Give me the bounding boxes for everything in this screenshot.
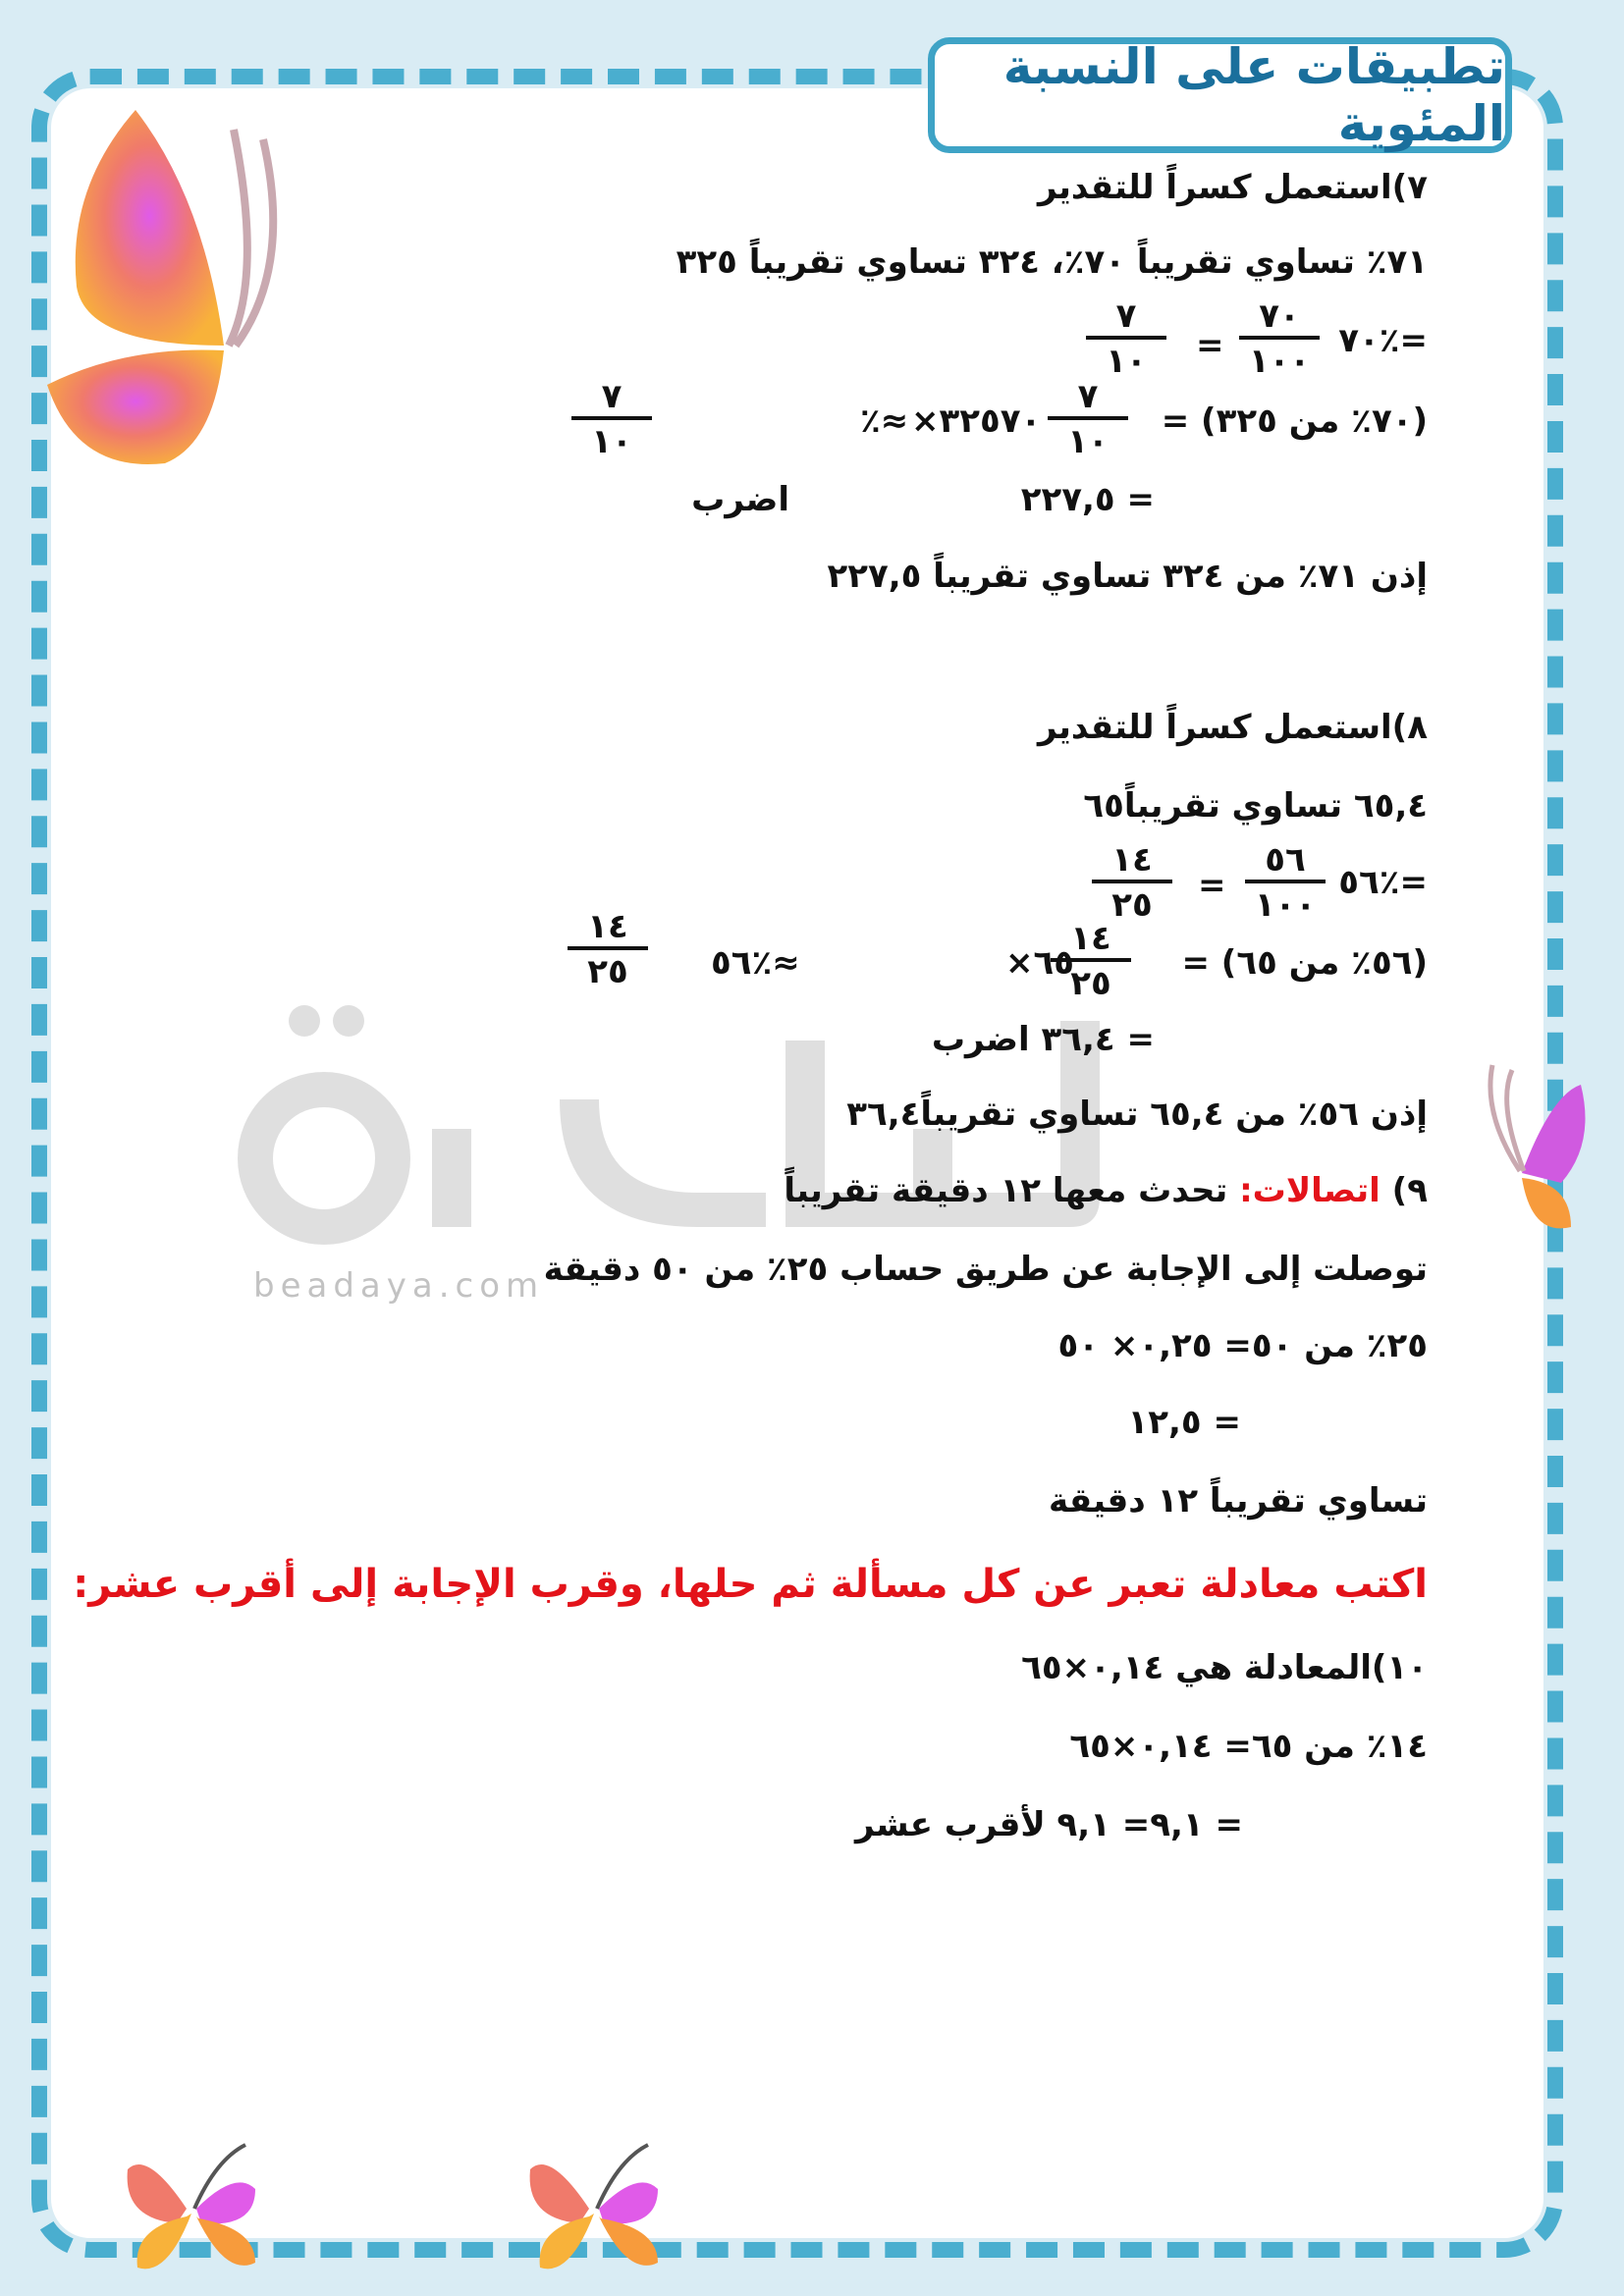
q8-fraction-14-25: ١٤ ٢٥ (1092, 840, 1172, 923)
butterfly-large-icon (8, 51, 293, 483)
q7-percent-label: =٪٧٠ (1338, 321, 1428, 360)
q8-fraction-56-100: ٥٦ ١٠٠ (1245, 840, 1326, 923)
q8-product: ٦٥× (1005, 943, 1075, 983)
q8-fraction-mult: ١٤ ٢٥ (1051, 919, 1131, 1001)
q8-approx: ≈٪٥٦ (711, 943, 800, 983)
q9-topic-label: اتصالات: (1239, 1171, 1380, 1210)
butterfly-small-icon (1463, 1055, 1600, 1242)
q10-line3: = ٩,١= ٩,١ لأقرب عشر (854, 1805, 1243, 1844)
q8-heading: ٨)استعمل كسراً للتقدير (1037, 708, 1428, 747)
q7-product: ٣٢٥٧٠× (911, 401, 1042, 441)
q7-result: = ٢٢٧,٥ (1020, 480, 1155, 519)
q9-line2: ٢٥٪ من ٥٠= ٠,٢٥× ٥٠ (1057, 1326, 1428, 1365)
q8-result: = ٣٦,٤ اضرب (931, 1020, 1155, 1059)
q10-line1: ١٠)المعادلة هي ٠,١٤×٦٥ (1021, 1648, 1428, 1687)
q7-fraction-mult: ٧ ١٠ (1048, 377, 1128, 459)
q9-heading: ٩) اتصالات: تحدث معها ١٢ دقيقة تقريباً (784, 1171, 1428, 1210)
q8-percent-label: =٪٥٦ (1338, 863, 1428, 902)
watermark-url: beadaya.com (253, 1266, 545, 1306)
q7-fraction-70-100: ٧٠ ١٠٠ (1239, 296, 1320, 379)
q8-estimate-expr: (٥٦٪ من ٦٥) = (1181, 943, 1428, 983)
page-title: تطبيقات على النسبة المئوية (1002, 38, 1505, 152)
q7-estimate-expr: (٧٠٪ من ٣٢٥) = (1161, 401, 1428, 441)
q7-line1: ٧١٪ تساوي تقريباً ٧٠٪، ٣٢٤ تساوي تقريباً ٣٢٥ (676, 242, 1428, 282)
q9-line1: توصلت إلى الإجابة عن طريق حساب ٢٥٪ من ٥٠ دقيقة (543, 1250, 1428, 1289)
butterfly-bottom-center-icon (520, 2130, 677, 2287)
section-instruction: اكتب معادلة تعبر عن كل مسألة ثم حلها، وقرب الإجابة إلى أقرب عشر: (73, 1562, 1428, 1607)
q8-line1: ٦٥,٤ تساوي تقريباً٦٥ (1083, 786, 1428, 826)
q9-line4: تساوي تقريباً ١٢ دقيقة (1049, 1481, 1428, 1521)
q8-equals: = (1198, 866, 1226, 905)
q7-approx-sign: ≈٪ (860, 401, 909, 441)
q7-fraction-side: ٧ ١٠ (571, 377, 652, 459)
q8-conclusion: إذن ٥٦٪ من ٦٥,٤ تساوي تقريباً٣٦,٤ (846, 1095, 1428, 1134)
q8-fraction-side: ١٤ ٢٥ (568, 907, 648, 989)
q7-conclusion: إذن ٧١٪ من ٣٢٤ تساوي تقريباً ٢٢٧,٥ (827, 557, 1428, 596)
q7-equals: = (1196, 326, 1224, 365)
q9-line3: = ١٢,٥ (1127, 1403, 1241, 1442)
q10-line2: ١٤٪ من ٦٥= ٠,١٤×٦٥ (1069, 1727, 1428, 1766)
q7-multiply-note: اضرب (691, 480, 789, 519)
title-banner (928, 37, 1512, 153)
q7-heading: ٧)استعمل كسراً للتقدير (1037, 168, 1428, 207)
q7-fraction-7-10: ٧ ١٠ (1086, 296, 1166, 379)
butterfly-bottom-left-icon (118, 2130, 275, 2287)
